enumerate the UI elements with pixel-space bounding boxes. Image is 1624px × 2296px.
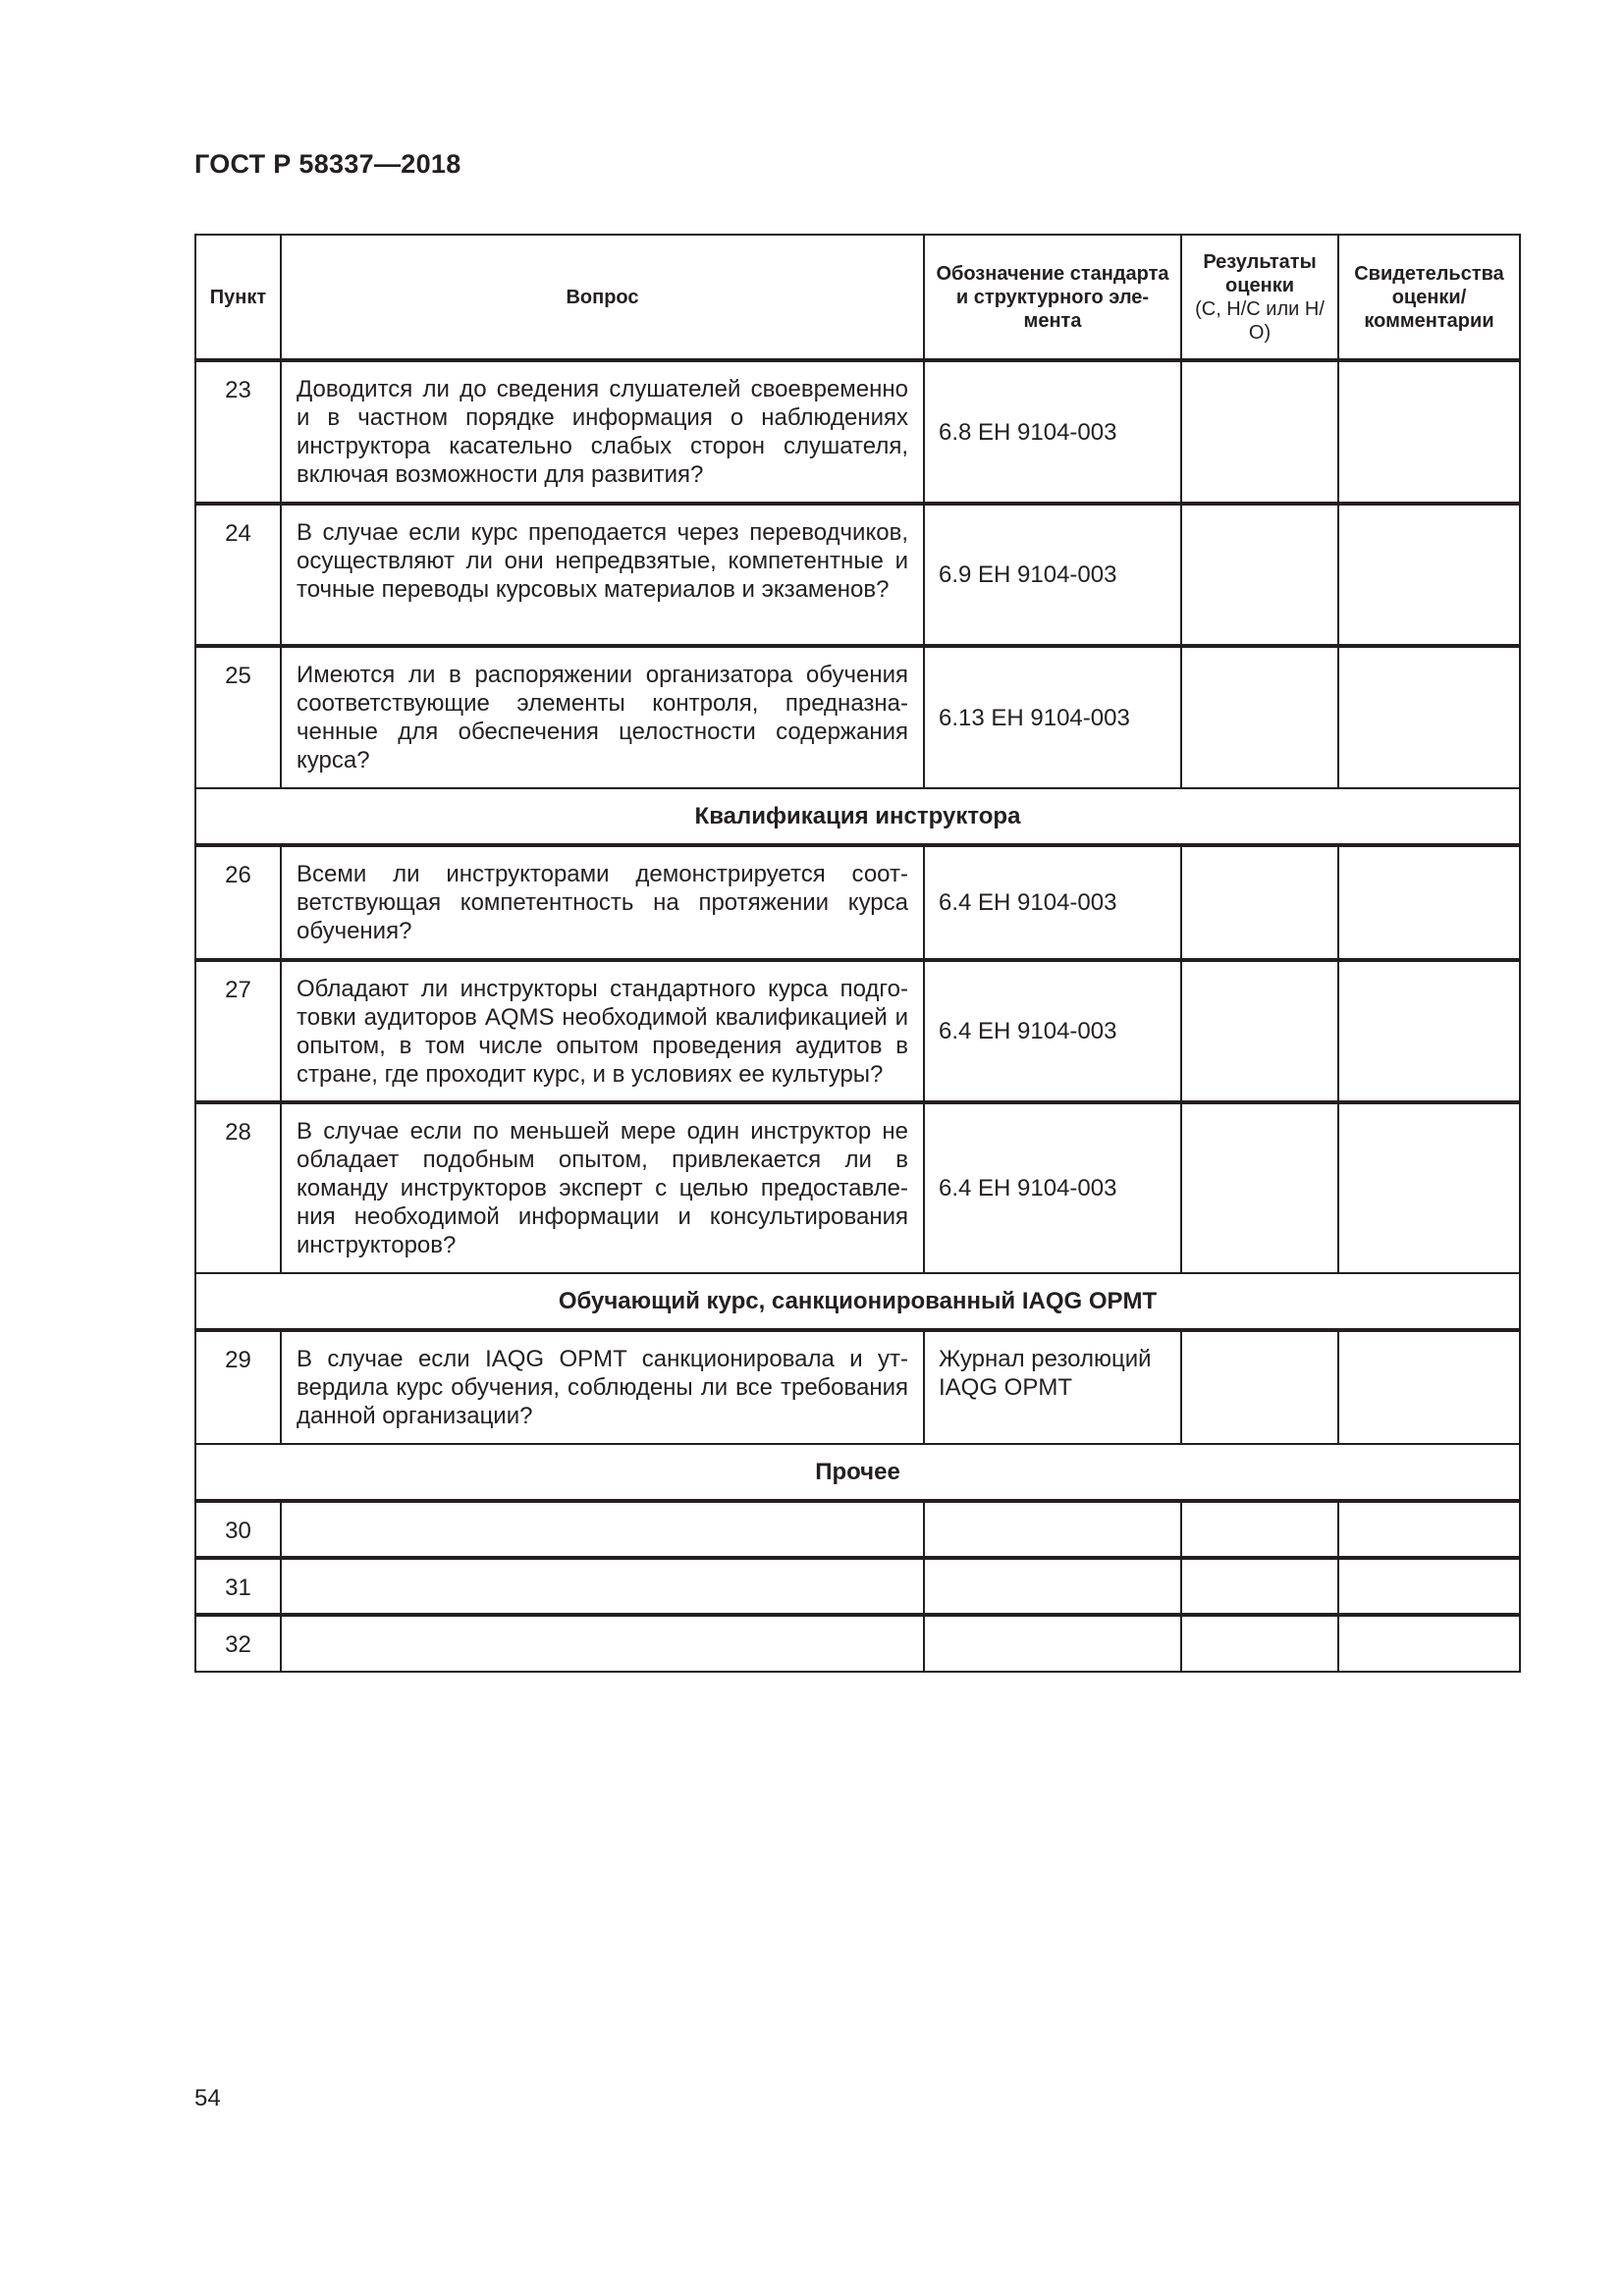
item-number: 27 xyxy=(195,960,281,1102)
item-number: 26 xyxy=(195,845,281,960)
question-text[interactable] xyxy=(281,1501,924,1558)
item-number: 24 xyxy=(195,504,281,646)
standard-reference: 6.4 ЕН 9104-003 xyxy=(924,845,1181,960)
column-header-results xyxy=(1181,235,1338,360)
table-row xyxy=(195,1501,1520,1558)
table-row xyxy=(195,845,1520,960)
evidence-cell[interactable] xyxy=(1338,1558,1520,1615)
question-text[interactable] xyxy=(281,1615,924,1672)
standard-reference: 6.8 ЕН 9104-003 xyxy=(924,360,1181,504)
item-number: 28 xyxy=(195,1102,281,1273)
item-number: 25 xyxy=(195,646,281,788)
table-row xyxy=(195,1102,1520,1273)
evidence-cell[interactable] xyxy=(1338,360,1520,504)
table-row xyxy=(195,360,1520,504)
evidence-cell[interactable] xyxy=(1338,1330,1520,1444)
result-cell[interactable] xyxy=(1181,646,1338,788)
item-number: 29 xyxy=(195,1330,281,1444)
evidence-cell[interactable] xyxy=(1338,1102,1520,1273)
result-cell[interactable] xyxy=(1181,845,1338,960)
question-text: В случае если IAQG OPMT санкционировала и утвердила курс обучения, соблюдены ли все требования данной организации? xyxy=(281,1330,924,1444)
result-cell[interactable] xyxy=(1181,1501,1338,1558)
table-header-row xyxy=(195,235,1520,360)
column-header-item: Пункт xyxy=(195,235,281,360)
standard-reference[interactable] xyxy=(924,1558,1181,1615)
standard-reference: Журнал резолюций IAQG OPMT xyxy=(924,1330,1181,1444)
table-row xyxy=(195,1615,1520,1672)
question-text: Обладают ли инструкторы стандартного курса подготовки аудиторов AQMS необходимой квалификацией и опытом, в том числе опытом проведения аудитов в стране, где проходит курс, и в условиях ее культуры? xyxy=(281,960,924,1102)
item-number: 30 xyxy=(195,1501,281,1558)
result-cell[interactable] xyxy=(1181,960,1338,1102)
item-number: 23 xyxy=(195,360,281,504)
standard-reference: 6.4 ЕН 9104-003 xyxy=(924,1102,1181,1273)
evidence-cell[interactable] xyxy=(1338,845,1520,960)
table-row xyxy=(195,960,1520,1102)
page-number: 54 xyxy=(194,2085,221,2111)
column-header-standard: Обозначение стандарта и структурного элемента xyxy=(924,235,1181,360)
item-number: 32 xyxy=(195,1615,281,1672)
evidence-cell[interactable] xyxy=(1338,646,1520,788)
section-title-instructor-qualification: Квалификация инструктора xyxy=(195,788,1520,845)
document-designation: ГОСТ Р 58337—2018 xyxy=(194,149,461,179)
table-row xyxy=(195,1330,1520,1444)
result-cell[interactable] xyxy=(1181,1558,1338,1615)
result-cell[interactable] xyxy=(1181,504,1338,646)
question-text: В случае если курс преподается через переводчиков, осуществляют ли они непредвзятые, компетентные и точные переводы курсовых материалов и экзаменов? xyxy=(281,504,924,646)
column-header-evidence: Свидетельства оценки/ комментарии xyxy=(1338,235,1520,360)
table-row xyxy=(195,1558,1520,1615)
standard-reference: 6.4 ЕН 9104-003 xyxy=(924,960,1181,1102)
standard-reference[interactable] xyxy=(924,1615,1181,1672)
section-row xyxy=(195,1444,1520,1501)
result-cell[interactable] xyxy=(1181,360,1338,504)
question-text: В случае если по меньшей мере один инструктор не обладает подобным опытом, привлекается ли в команду инструкторов эксперт с целью предоставления необходимой информации и консультирования инструкторов? xyxy=(281,1102,924,1273)
column-header-question: Вопрос xyxy=(281,235,924,360)
column-header-results-legend: (С, Н/С или Н/О) xyxy=(1195,297,1325,344)
section-title-other: Прочее xyxy=(195,1444,1520,1501)
assessment-checklist-table xyxy=(194,234,1521,1673)
result-cell[interactable] xyxy=(1181,1102,1338,1273)
column-header-results-title: Результаты оценки xyxy=(1203,250,1317,296)
standard-reference: 6.13 ЕН 9104-003 xyxy=(924,646,1181,788)
question-text: Имеются ли в распоряжении организатора обучения соответствующие элементы контроля, предназначенные для обеспечения целостности содержания курса? xyxy=(281,646,924,788)
standard-reference[interactable] xyxy=(924,1501,1181,1558)
evidence-cell[interactable] xyxy=(1338,504,1520,646)
result-cell[interactable] xyxy=(1181,1330,1338,1444)
result-cell[interactable] xyxy=(1181,1615,1338,1672)
section-row xyxy=(195,788,1520,845)
evidence-cell[interactable] xyxy=(1338,1615,1520,1672)
item-number: 31 xyxy=(195,1558,281,1615)
table-row xyxy=(195,504,1520,646)
evidence-cell[interactable] xyxy=(1338,1501,1520,1558)
table-row xyxy=(195,646,1520,788)
question-text: Всеми ли инструкторами демонстрируется соответствующая компетентность на протяжении курса обучения? xyxy=(281,845,924,960)
section-row xyxy=(195,1273,1520,1330)
question-text: Доводится ли до сведения слушателей своевременно и в частном порядке информация о наблюдениях инструктора касательно слабых сторон слушателя, включая возможности для развития? xyxy=(281,360,924,504)
evidence-cell[interactable] xyxy=(1338,960,1520,1102)
question-text[interactable] xyxy=(281,1558,924,1615)
section-title-iaqg-course: Обучающий курс, санкционированный IAQG OPMT xyxy=(195,1273,1520,1330)
standard-reference: 6.9 ЕН 9104-003 xyxy=(924,504,1181,646)
